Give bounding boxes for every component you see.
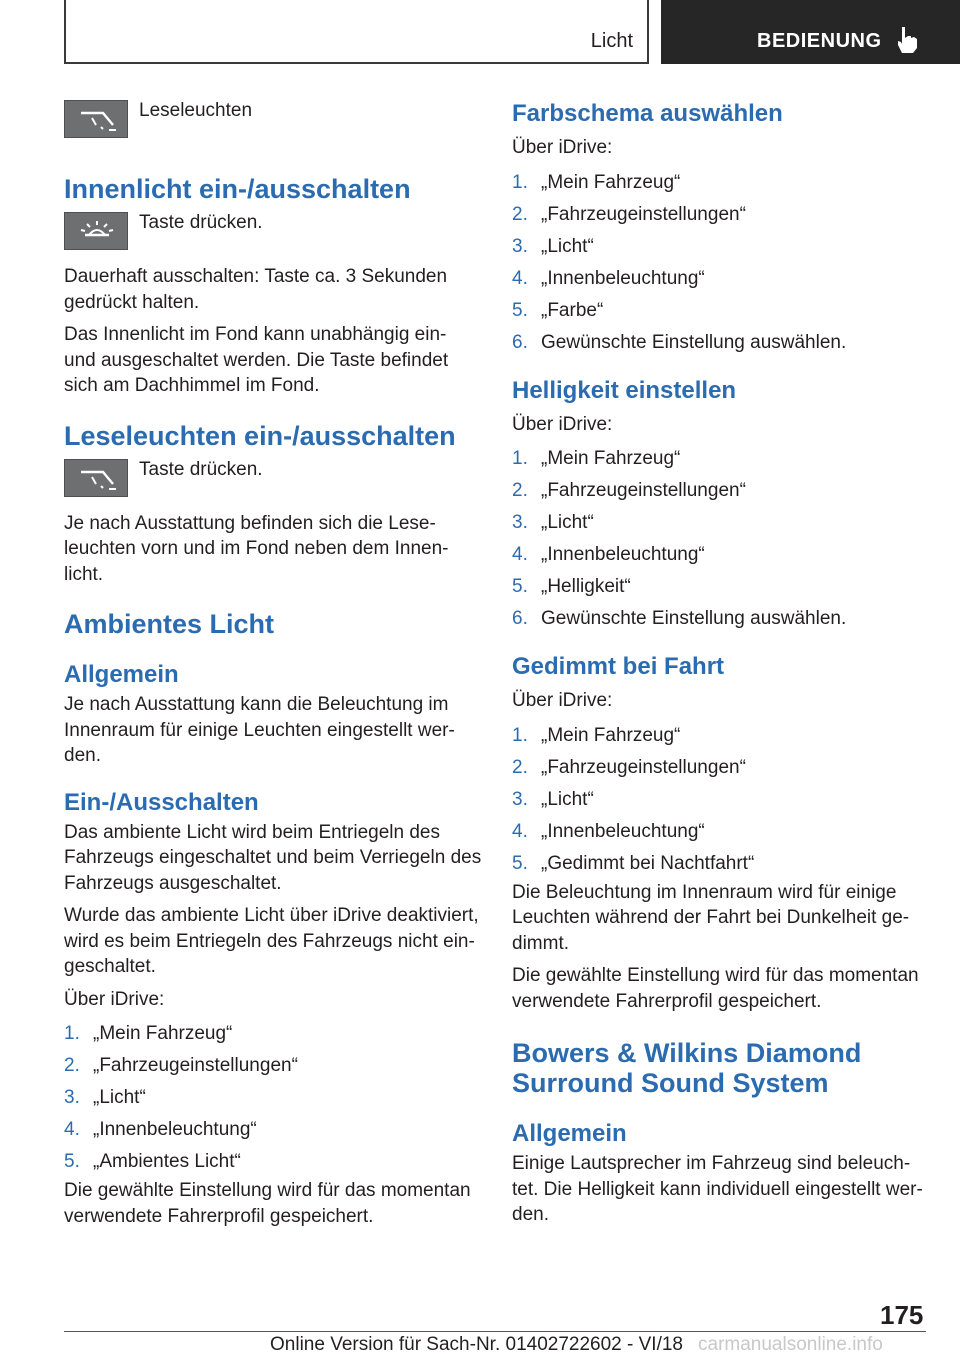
section-title-reading-lights: Leseleuchten ein-/ausschalten [64, 420, 456, 451]
subsection-title-general-2: Allgemein [512, 1120, 627, 1147]
paragraph: Je nach Ausstattung befinden sich die Lese-leuchten vorn und im Fond neben dem Innen-licht. [64, 512, 449, 585]
reading-light-caption-2: Taste drücken. [139, 458, 263, 480]
reading-light-icon-row-2 [64, 459, 482, 499]
pointing-hand-icon [892, 24, 922, 54]
list-item: 3. „Licht“ [512, 788, 594, 810]
list-item: 3. „Licht“ [512, 235, 594, 257]
interior-light-caption: Taste drücken. [139, 212, 263, 233]
list-item: 3. „Licht“ [64, 1087, 146, 1108]
list-item: 1. „Mein Fahrzeug“ [64, 1023, 233, 1044]
section-title-interior-light: Innenlicht ein-/ausschalten [64, 174, 411, 204]
paragraph: Das Innenlicht im Fond kann unabhängig ein- und ausgeschaltet werden. Die Taste befindet sich am Dachhimmel im Fond. [64, 324, 449, 396]
list-item: 5. „Helligkeit“ [512, 576, 631, 597]
header-chapter-label: BEDIENUNG [757, 30, 882, 52]
list-item: 2. „Fahrzeugeinstellungen“ [512, 480, 746, 501]
paragraph: Das ambiente Licht wird beim Entriegeln des Fahrzeugs eingeschaltet und beim Verriegeln des Fahrzeugs ausgeschaltet. [64, 821, 482, 894]
left-column [64, 100, 482, 1229]
interior-light-icon-row [64, 212, 482, 252]
interior-light-button-icon [64, 212, 128, 250]
right-column [512, 100, 932, 1228]
paragraph: Einige Lautsprecher im Fahrzeug sind beleuch-tet. Die Helligkeit kann individuell eingestellt wer-den. [512, 1153, 923, 1225]
paragraph-via-idrive: Über iDrive: [512, 137, 613, 158]
list-item: 1. „Mein Fahrzeug“ [512, 171, 681, 193]
list-item: 6. Gewünschte Einstellung auswählen. [512, 331, 847, 353]
list-item: 2. „Fahrzeugeinstellungen“ [64, 1055, 298, 1076]
list-item: 1. „Mein Fahrzeug“ [512, 724, 681, 746]
paragraph-via-idrive: Über iDrive: [64, 988, 165, 1010]
reading-light-button-icon [64, 100, 128, 138]
paragraph: Dauerhaft ausschalten: Taste ca. 3 Sekunden gedrückt halten. [64, 266, 448, 313]
list-item: 4. „Innenbeleuchtung“ [512, 544, 705, 565]
steps-list-dimmed [512, 720, 932, 880]
footer-divider [64, 1331, 926, 1332]
paragraph: Die gewählte Einstellung wird für das momentan verwendete Fahrerprofil gespeichert. [512, 965, 919, 1012]
paragraph-via-idrive: Über iDrive: [512, 690, 613, 711]
section-title-bowers-wilkins: Bowers & Wilkins Diamond Surround Sound System [512, 1038, 862, 1098]
header-section-label: Licht [590, 30, 633, 52]
subsection-title-dimmed-while-driving: Gedimmt bei Fahrt [512, 653, 725, 680]
reading-light-icon-row [64, 100, 482, 140]
subsection-title-color-scheme: Farbschema auswählen [512, 100, 783, 127]
list-item: 5. „Gedimmt bei Nachtfahrt“ [512, 852, 755, 874]
list-item: 2. „Fahrzeugeinstellungen“ [512, 756, 746, 778]
paragraph: Die gewählte Einstellung wird für das momentan verwendete Fahrerprofil gespeichert. [64, 1180, 471, 1227]
paragraph-via-idrive: Über iDrive: [512, 413, 613, 435]
section-title-ambient-light: Ambientes Licht [64, 609, 275, 639]
list-item: 4. „Innenbeleuchtung“ [512, 820, 705, 842]
list-item: 1. „Mein Fahrzeug“ [512, 448, 681, 469]
page-number: 175 [880, 1300, 924, 1330]
watermark: carmanualsonline.info [698, 1334, 883, 1355]
list-item: 2. „Fahrzeugeinstellungen“ [512, 203, 746, 225]
list-item: 4. „Innenbeleuchtung“ [512, 267, 705, 289]
paragraph: Wurde das ambiente Licht über iDrive deaktiviert, wird es beim Entriegeln des Fahrzeugs nicht ein-geschaltet. [64, 905, 479, 977]
header-section-box [64, 0, 649, 64]
list-item: 5. „Farbe“ [512, 299, 604, 321]
steps-list-brightness [512, 443, 932, 635]
list-item: 4. „Innenbeleuchtung“ [64, 1119, 257, 1140]
list-item: 6. Gewünschte Einstellung auswählen. [512, 608, 847, 629]
reading-light-caption: Leseleuchten [139, 100, 253, 121]
subsection-title-brightness: Helligkeit einstellen [512, 376, 737, 404]
subsection-title-general: Allgemein [64, 661, 179, 688]
reading-light-button-icon [64, 459, 128, 497]
list-item: 3. „Licht“ [512, 512, 594, 533]
steps-list-color [512, 167, 932, 359]
header-chapter-box [661, 0, 960, 64]
paragraph: Je nach Ausstattung kann die Beleuchtung im Innenraum für einige Leuchten eingestellt wer-den. [64, 694, 455, 766]
paragraph: Die Beleuchtung im Innenraum wird für einige Leuchten während der Fahrt bei Dunkelheit ge-dimmt. [512, 881, 910, 954]
subsection-title-on-off: Ein-/Ausschalten [64, 788, 259, 816]
steps-list-ambient [64, 1018, 482, 1178]
footer-note: Online Version für Sach-Nr. 01402722602 - VI/18 [270, 1334, 683, 1355]
list-item: 5. „Ambientes Licht“ [64, 1151, 241, 1172]
